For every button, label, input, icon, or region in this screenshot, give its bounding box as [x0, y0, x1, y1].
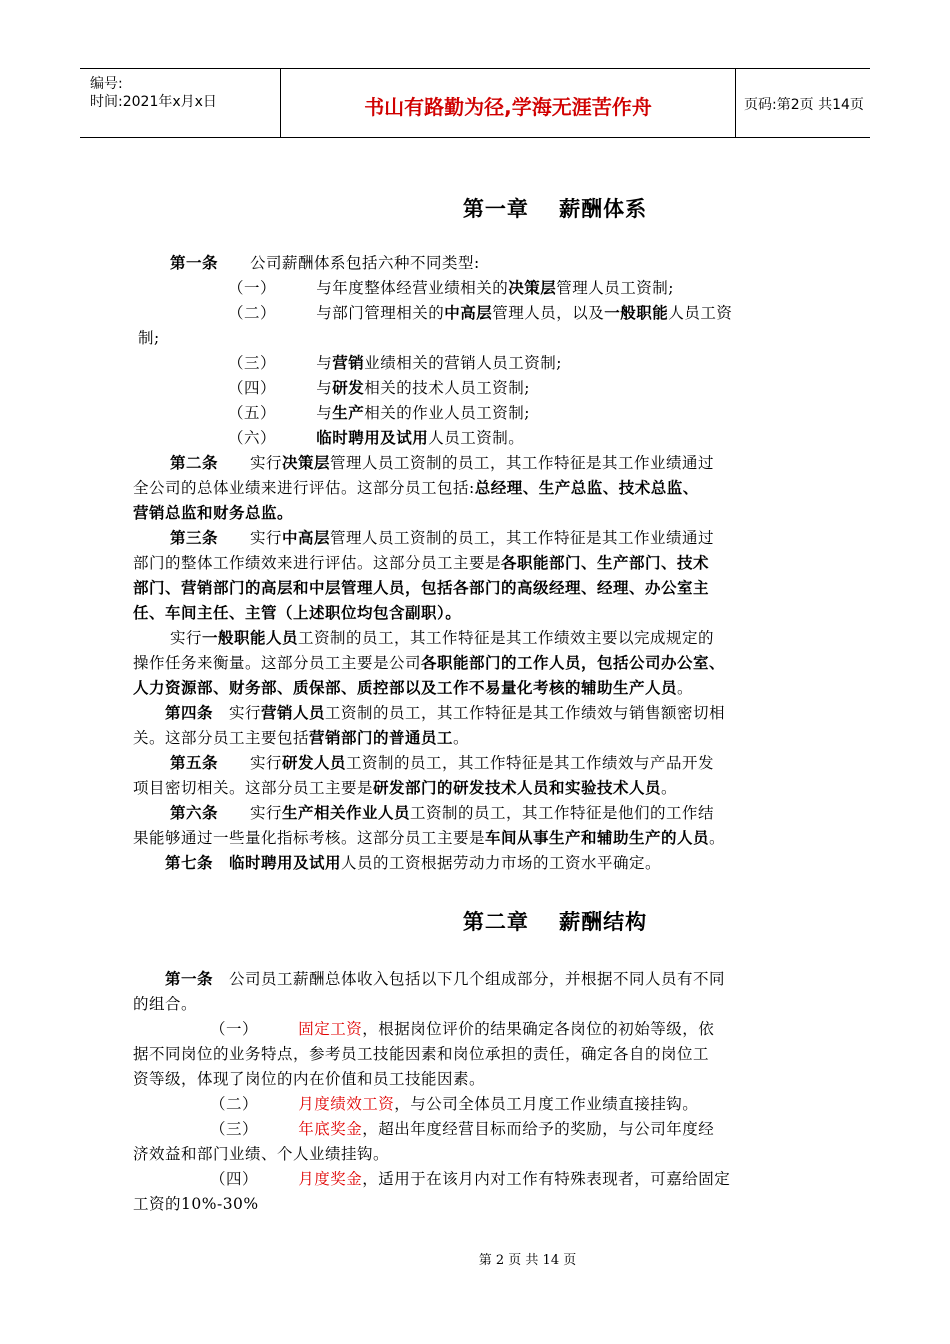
text-span: 实行 — [218, 754, 283, 772]
text-line — [228, 402, 530, 424]
text-span: （四） — [210, 1170, 299, 1188]
text-line — [170, 627, 714, 649]
text-span: 工资的10%-30% — [133, 1195, 259, 1213]
text-span: 部门的整体工作绩效来进行评估。这部分员工主要是 — [133, 554, 502, 572]
text-span: （二） — [210, 1095, 299, 1113]
bold-term: 各职能部门的工作人员，包括公司办公室、 — [421, 653, 726, 672]
text-span: 操作任务来衡量。这部分员工主要是公司 — [133, 654, 422, 672]
text-line — [228, 427, 524, 449]
text-line — [133, 993, 197, 1015]
text-span: （六） — [228, 429, 317, 447]
highlighted-term: 固定工资 — [298, 1020, 363, 1038]
text-span: （二） 与部门管理相关的 — [228, 304, 445, 322]
text-span: 公司员工薪酬总体收入包括以下几个组成部分，并根据不同人员有不同 — [213, 970, 726, 988]
text-span: 。 — [677, 679, 694, 697]
bold-term: 一般职能 — [604, 303, 669, 322]
text-span: 据不同岗位的业务特点，参考员工技能因素和岗位承担的责任，确定各自的岗位工 — [133, 1045, 710, 1063]
highlighted-term: 年底奖金 — [298, 1120, 363, 1138]
bold-term: 研发人员 — [282, 753, 347, 772]
text-span: 相关的作业人员工资制; — [364, 404, 531, 422]
text-line — [210, 1018, 714, 1040]
text-line — [170, 252, 480, 274]
text-line — [170, 527, 714, 549]
text-line — [133, 477, 699, 499]
chapter-2-title: 第二章 薪酬结构 — [462, 910, 648, 934]
text-span: 工资制的员工，其工作特征是其工作绩效与销售额密切相 — [325, 704, 726, 722]
text-line — [165, 968, 725, 990]
text-span: ，超出年度经营目标而给予的奖励，与公司年度经 — [362, 1120, 715, 1138]
text-span: 业绩相关的营销人员工资制; — [364, 354, 563, 372]
bold-term: 一般职能人员 — [202, 628, 299, 647]
text-line — [133, 552, 709, 574]
bold-term: 第一条 — [170, 253, 219, 272]
highlighted-term: 月度绩效工资 — [298, 1095, 395, 1113]
text-span: 实行 — [218, 454, 283, 472]
text-span: 实行 — [170, 629, 203, 647]
bold-term: 临时聘用及试用 — [229, 853, 342, 872]
text-span: ，根据岗位评价的结果确定各岗位的初始等级，依 — [362, 1020, 715, 1038]
text-span: 人员工资 — [668, 304, 733, 322]
text-span: 管理人员工资制的员工，其工作特征是其工作业绩通过 — [330, 529, 715, 547]
text-line — [165, 702, 725, 724]
bold-term: 人力资源部、财务部、质保部、质控部以及工作不易量化考核的辅助生产人员 — [133, 678, 678, 697]
bold-term: 临时聘用及试用 — [316, 428, 429, 447]
header-motto: 书山有路勤为径,学海无涯苦作舟 — [364, 95, 652, 119]
text-span: 管理人员工资制的员工，其工作特征是其工作业绩通过 — [330, 454, 715, 472]
text-line — [133, 602, 461, 624]
page-footer: 第 2 页 共 14 页 — [478, 1253, 577, 1268]
bold-term: 营销 — [332, 353, 365, 372]
bold-term: 中高层 — [444, 303, 493, 322]
text-line — [133, 652, 725, 674]
bold-term: 第一条 — [165, 969, 214, 988]
text-span: ，与公司全体员工月度工作业绩直接挂钩。 — [394, 1095, 699, 1113]
bold-term: 第七条 — [165, 853, 214, 872]
text-line — [133, 577, 709, 599]
text-line — [133, 502, 293, 524]
text-line — [170, 452, 714, 474]
text-span: （四） 与 — [228, 379, 333, 397]
bold-term: 各职能部门、生产部门、技术 — [501, 553, 710, 572]
bold-term: 中高层 — [282, 528, 331, 547]
bold-term: 总经理、生产总监、技术总监、 — [474, 478, 699, 497]
bold-term: 生产相关作业人员 — [282, 803, 411, 822]
text-span: 人员工资制。 — [428, 429, 525, 447]
text-span: 管理人员工资制; — [556, 279, 675, 297]
text-line — [210, 1168, 730, 1190]
text-span: 资等级，体现了岗位的内在价值和员工技能因素。 — [133, 1070, 486, 1088]
bold-term: 第四条 — [165, 703, 214, 722]
text-span: 工资制的员工，其工作特征是其工作绩效与产品开发 — [346, 754, 715, 772]
text-span: 关。这部分员工主要包括 — [133, 729, 310, 747]
chapter-1-title: 第一章 薪酬体系 — [462, 197, 648, 221]
text-span: 管理人员，以及 — [492, 304, 605, 322]
bold-term: 生产 — [332, 403, 365, 422]
text-span: （三） 与 — [228, 354, 333, 372]
text-span: （五） 与 — [228, 404, 333, 422]
text-span: 项目密切相关。这部分员工主要是 — [133, 779, 374, 797]
text-span: （一） 与年度整体经营业绩相关的 — [228, 279, 509, 297]
text-span: 实行 — [218, 804, 283, 822]
text-span — [213, 854, 229, 872]
bold-term: 决策层 — [282, 453, 331, 472]
bold-term: 第五条 — [170, 753, 219, 772]
text-line — [228, 352, 562, 374]
text-line — [133, 1068, 485, 1090]
text-line — [210, 1118, 714, 1140]
header-motto-cell — [281, 69, 736, 137]
bold-term: 车间从事生产和辅助生产的人员 — [485, 828, 710, 847]
highlighted-term: 月度奖金 — [298, 1170, 363, 1188]
text-span: 工资制的员工，其工作特征是其工作绩效主要以完成规定的 — [298, 629, 715, 647]
header-meta-cell — [80, 69, 281, 137]
text-span: 。 — [661, 779, 678, 797]
text-line — [165, 852, 661, 874]
text-line — [228, 377, 530, 399]
bold-term: 营销人员 — [261, 703, 326, 722]
text-span: 工资制的员工，其工作特征是他们的工作结 — [410, 804, 715, 822]
text-line — [133, 677, 693, 699]
bold-term: 研发部门的研发技术人员和实验技术人员 — [373, 778, 662, 797]
text-span: （三） — [210, 1120, 299, 1138]
bold-term: 任、车间主任、主管（上述职位均包含副职）。 — [133, 603, 462, 622]
text-span: 实行 — [213, 704, 262, 722]
text-line — [228, 302, 732, 324]
text-line — [138, 327, 160, 349]
text-span: 济效益和部门业绩、个人业绩挂钩。 — [133, 1145, 390, 1163]
text-span: 果能够通过一些量化指标考核。这部分员工主要是 — [133, 829, 486, 847]
text-span: 制; — [138, 329, 160, 347]
text-span: 全公司的总体业绩来进行评估。这部分员工包括: — [133, 479, 475, 497]
text-line — [133, 1193, 259, 1215]
bold-term: 营销部门的普通员工 — [309, 728, 454, 747]
bold-term: 部门、营销部门的高层和中层管理人员，包括各部门的高级经理、经理、办公室主 — [133, 578, 710, 597]
header-page-cell — [736, 69, 870, 137]
text-line — [133, 727, 469, 749]
text-line — [210, 1093, 698, 1115]
text-line — [228, 277, 674, 299]
text-span: 实行 — [218, 529, 283, 547]
text-line — [133, 1143, 389, 1165]
text-line — [170, 752, 714, 774]
bold-term: 第三条 — [170, 528, 219, 547]
bold-term: 第二条 — [170, 453, 219, 472]
text-line — [170, 802, 714, 824]
bold-term: 研发 — [332, 378, 365, 397]
text-span: 人员的工资根据劳动力市场的工资水平确定。 — [341, 854, 662, 872]
text-span: 。 — [709, 829, 726, 847]
text-span: 。 — [453, 729, 470, 747]
text-span: 相关的技术人员工资制; — [364, 379, 531, 397]
bold-term: 第六条 — [170, 803, 219, 822]
text-line — [133, 777, 677, 799]
text-span: 公司薪酬体系包括六种不同类型: — [218, 254, 480, 272]
text-span: 的组合。 — [133, 995, 198, 1013]
page-header — [80, 68, 870, 138]
text-span: ，适用于在该月内对工作有特殊表现者，可嘉给固定 — [362, 1170, 731, 1188]
bold-term: 决策层 — [508, 278, 557, 297]
text-line — [133, 1043, 709, 1065]
text-line — [133, 827, 725, 849]
bold-term: 营销总监和财务总监。 — [133, 503, 294, 522]
header-page-info: 页码:第2页 共14页 — [744, 97, 864, 113]
text-span: （一） — [210, 1020, 299, 1038]
document-number-label: 编号: — [90, 76, 123, 92]
document-date-label: 时间:2021年x月x日 — [90, 94, 217, 110]
